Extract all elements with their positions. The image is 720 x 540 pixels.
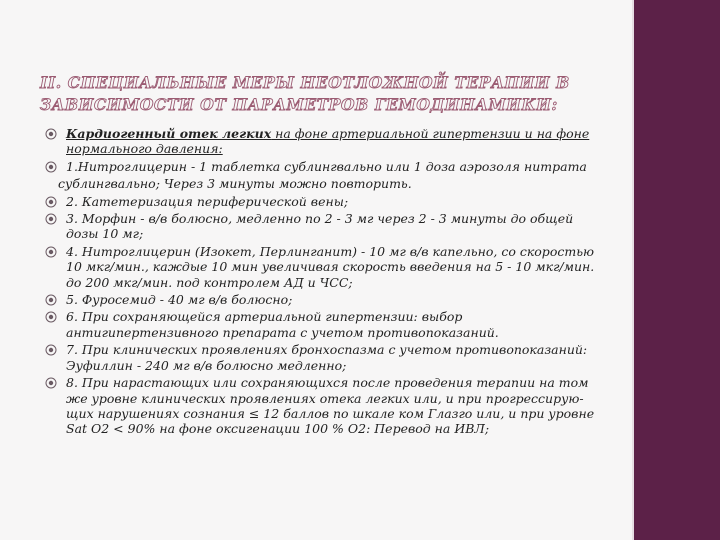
ornamental-bullet-icon	[45, 246, 57, 258]
slide-title: II. СПЕЦИАЛЬНЫЕ МЕРЫ НЕОТЛОЖНОЙ ТЕРАПИИ В ЗАВИСИМОСТИ ОТ ПАРАМЕТРОВ ГЕМОДИНАМИКИ:	[40, 73, 570, 114]
ornamental-bullet-icon	[45, 213, 57, 225]
list-item	[44, 159, 600, 174]
list-item	[44, 309, 600, 340]
list-item	[44, 126, 600, 157]
ornamental-bullet-icon	[45, 377, 57, 389]
list-item	[44, 375, 600, 437]
item-text: 3. Морфин - в/в болюсно, медленно по 2 - 3 мг через 2 - 3 минуты до общей дозы 10 мг;	[66, 211, 574, 242]
list-item	[44, 244, 600, 290]
list-item	[44, 176, 600, 191]
bullet-list	[44, 126, 600, 439]
ornamental-bullet-icon	[45, 161, 57, 173]
ornamental-bullet-icon	[45, 344, 57, 356]
list-item	[44, 342, 600, 373]
item-text: 7. При клинических проявлениях бронхоспазма с учетом противопоказаний: Эуфиллин - 240 мг в/в болюсно медленно;	[66, 342, 588, 373]
item-text: сублингвально; Через 3 минуты можно повторить.	[58, 176, 412, 192]
item-text: 6. При сохраняющейся артериальной гипертензии: выбор антигипертензивного препарата с учетом противопоказаний.	[66, 309, 499, 340]
item-text: на фоне артериальной гипертензии и на фоне нормального давления:	[66, 126, 590, 157]
item-text: 2. Катетеризация периферической вены;	[66, 193, 349, 209]
item-text: 8. При нарастающих или сохраняющихся после проведения терапии на том же уровне клинических проявлениях отека легких или, и при прогрессирую- щих нарушениях сознания ≤ 12 баллов по шкале ком Глазго или, и при уровне Sat O2 < 90% на фоне оксигенации 100 % О2: Перевод на ИВЛ;	[66, 375, 595, 437]
item-text: 1.Нитроглицерин - 1 таблетка сублингвально или 1 доза аэрозоля нитрата	[66, 158, 587, 174]
accent-sidebar	[634, 0, 720, 540]
item-text: 4. Нитроглицерин (Изокет, Перлинганит) - 10 мг в/в капельно, со скоростью 10 мкг/мин., каждые 10 мин увеличивая скорость введения на 5 - 10 мкг/мин. до 200 мкг/мин. под контролем АД и ЧСС;	[66, 243, 595, 290]
ornamental-bullet-icon	[45, 294, 57, 306]
item-text: 5. Фуросемид - 40 мг в/в болюсно;	[66, 292, 293, 308]
list-item	[44, 292, 600, 307]
list-item	[44, 211, 600, 242]
item-lead: Кардиогенный отек легких	[66, 126, 272, 141]
list-item	[44, 194, 600, 209]
ornamental-bullet-icon	[45, 311, 57, 323]
ornamental-bullet-icon	[45, 128, 57, 140]
ornamental-bullet-icon	[45, 196, 57, 208]
